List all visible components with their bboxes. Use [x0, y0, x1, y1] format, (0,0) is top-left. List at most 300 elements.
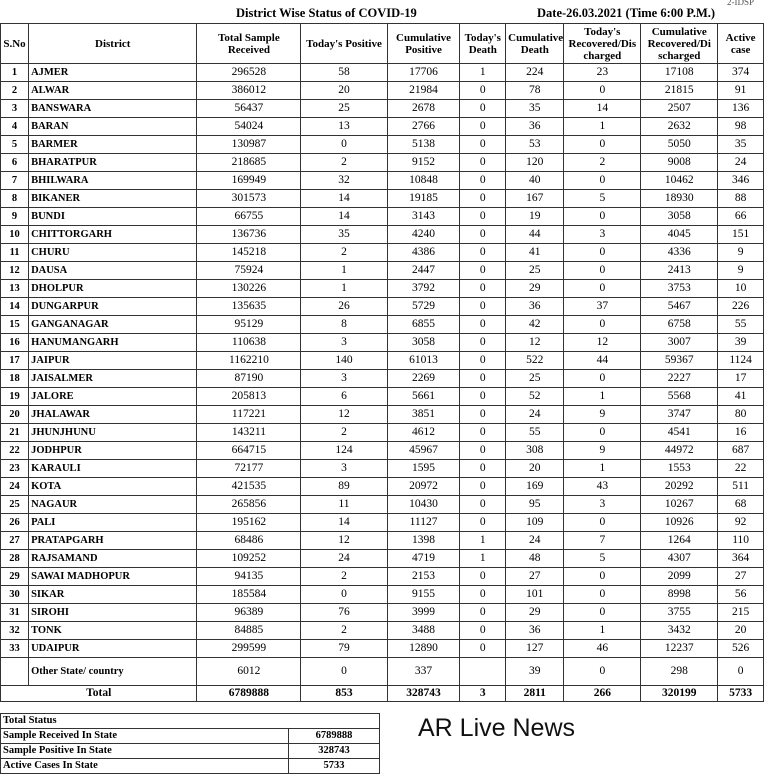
cell-total-sample: 84885 — [197, 622, 301, 640]
cell-sno: 6 — [1, 154, 29, 172]
cell-cumulative-recovered: 3058 — [641, 208, 718, 226]
cell-todays-death: 0 — [460, 280, 506, 298]
cell-todays-death: 0 — [460, 334, 506, 352]
cell-cumulative-recovered: 20292 — [641, 478, 718, 496]
cell-district: DAUSA — [29, 262, 197, 280]
cell-cumulative-death: 167 — [506, 190, 564, 208]
cell-district: BARAN — [29, 118, 197, 136]
cell-cumulative-positive: 9152 — [387, 154, 460, 172]
table-row — [1, 424, 764, 442]
cell-cumulative-recovered: 17108 — [641, 64, 718, 82]
cell-todays-death — [460, 658, 506, 686]
cell-total-sample: 145218 — [197, 244, 301, 262]
cell-total-sample: 68486 — [197, 532, 301, 550]
cell-todays-positive: 12 — [301, 406, 387, 424]
cell-todays-death: 0 — [460, 226, 506, 244]
cell-cumulative-positive: 2447 — [387, 262, 460, 280]
cell-sno: 27 — [1, 532, 29, 550]
cell-todays-death: 0 — [460, 244, 506, 262]
cell-todays-positive: 6 — [301, 388, 387, 406]
cell-total-sample: 664715 — [197, 442, 301, 460]
cell-active-case: 22 — [718, 460, 764, 478]
cell-cumulative-positive: 5661 — [387, 388, 460, 406]
cell-cumulative-death: 224 — [506, 64, 564, 82]
status-heading-row — [1, 714, 380, 729]
cell-todays-recovered: 0 — [564, 604, 641, 622]
cell-total-sample: 169949 — [197, 172, 301, 190]
cell-total-sample: 136736 — [197, 226, 301, 244]
cell-cumulative-death: 27 — [506, 568, 564, 586]
cell-cumulative-recovered: 10926 — [641, 514, 718, 532]
cell-todays-death: 0 — [460, 388, 506, 406]
cell-cumulative-recovered: 5467 — [641, 298, 718, 316]
cell-cumulative-recovered: 3753 — [641, 280, 718, 298]
cell-district: JHUNJHUNU — [29, 424, 197, 442]
cell-todays-death: 0 — [460, 568, 506, 586]
status-value: 328743 — [289, 744, 380, 759]
table-row — [1, 550, 764, 568]
cell-todays-recovered: 5 — [564, 550, 641, 568]
table-row — [1, 100, 764, 118]
table-row — [1, 532, 764, 550]
status-label: Sample Received In State — [1, 729, 289, 744]
cell-active-case: 66 — [718, 208, 764, 226]
cell-todays-positive: 8 — [301, 316, 387, 334]
cell-cumulative-positive: 3058 — [387, 334, 460, 352]
cell-todays-recovered: 46 — [564, 640, 641, 658]
cell-todays-positive: 2 — [301, 424, 387, 442]
table-row-total — [1, 686, 764, 702]
cell-total-sample: 130987 — [197, 136, 301, 154]
cell-todays-recovered: 12 — [564, 334, 641, 352]
cell-cumulative-positive: 4612 — [387, 424, 460, 442]
cell-cumulative-recovered: 298 — [641, 658, 718, 686]
cell-todays-recovered: 0 — [564, 514, 641, 532]
cell-todays-recovered: 0 — [564, 568, 641, 586]
cell-cumulative-death: 41 — [506, 244, 564, 262]
watermark-text: AR Live News — [418, 714, 575, 742]
cell-cumulative-recovered: 8998 — [641, 586, 718, 604]
cell-todays-death: 0 — [460, 460, 506, 478]
cell-sno: 20 — [1, 406, 29, 424]
cell-total-sample: 205813 — [197, 388, 301, 406]
cell-sno: 2 — [1, 82, 29, 100]
cell-active-case: 41 — [718, 388, 764, 406]
cell-todays-death: 1 — [460, 550, 506, 568]
cell-cumulative-death: 55 — [506, 424, 564, 442]
header-todays-positive: Today's Positive — [301, 24, 387, 64]
cell-cumulative-positive: 11127 — [387, 514, 460, 532]
cell-active-case: 80 — [718, 406, 764, 424]
cell-active-case: 511 — [718, 478, 764, 496]
cell-todays-positive: 20 — [301, 82, 387, 100]
cell-sno: 29 — [1, 568, 29, 586]
cell-todays-recovered: 5 — [564, 190, 641, 208]
cell-district: Other State/ country — [29, 658, 197, 686]
cell-total-label: Total — [1, 686, 197, 702]
cell-cumulative-death: 25 — [506, 370, 564, 388]
cell-todays-death: 0 — [460, 352, 506, 370]
table-row — [1, 478, 764, 496]
cell-todays-positive: 79 — [301, 640, 387, 658]
table-row — [1, 208, 764, 226]
cell-active-case: 346 — [718, 172, 764, 190]
cell-todays-positive: 11 — [301, 496, 387, 514]
cell-cumulative-recovered: 5568 — [641, 388, 718, 406]
cell-district: SIROHI — [29, 604, 197, 622]
cell-cumulative-recovered: 9008 — [641, 154, 718, 172]
cell-todays-death: 0 — [460, 496, 506, 514]
cell-sno: 17 — [1, 352, 29, 370]
cell-sno: 5 — [1, 136, 29, 154]
header-cumulative-recovered: Cumulative Recovered/Di scharged — [641, 24, 718, 64]
table-row — [1, 370, 764, 388]
cell-district: GANGANAGAR — [29, 316, 197, 334]
cell-district: BANSWARA — [29, 100, 197, 118]
cell-sno: 3 — [1, 100, 29, 118]
status-label: Active Cases In State — [1, 759, 289, 774]
cell-cumulative-positive: 5729 — [387, 298, 460, 316]
cell-cumulative-recovered: 2632 — [641, 118, 718, 136]
cell-todays-positive: 3 — [301, 334, 387, 352]
status-row — [1, 759, 380, 774]
cell-todays-recovered: 3 — [564, 496, 641, 514]
cell-sno: 14 — [1, 298, 29, 316]
table-row — [1, 298, 764, 316]
cell-sno: 18 — [1, 370, 29, 388]
cell-todays-death: 0 — [460, 370, 506, 388]
cell-todays-positive: 13 — [301, 118, 387, 136]
cell-district: KARAULI — [29, 460, 197, 478]
cell-active-case: 20 — [718, 622, 764, 640]
cell-sno: 16 — [1, 334, 29, 352]
cell-todays-death: 0 — [460, 514, 506, 532]
cell-district: BUNDI — [29, 208, 197, 226]
cell-sno: 26 — [1, 514, 29, 532]
cell-cumulative-death: 169 — [506, 478, 564, 496]
cell-cumulative-positive: 3143 — [387, 208, 460, 226]
cell-todays-death: 0 — [460, 406, 506, 424]
table-row — [1, 622, 764, 640]
cell-cumulative-positive: 2766 — [387, 118, 460, 136]
cell-cumulative-death: 20 — [506, 460, 564, 478]
cell-district: BHARATPUR — [29, 154, 197, 172]
cell-active-case: 24 — [718, 154, 764, 172]
cell-total-sample: 218685 — [197, 154, 301, 172]
cell-total-todays-death: 3 — [460, 686, 506, 702]
cell-district: BHILWARA — [29, 172, 197, 190]
cell-cumulative-death: 19 — [506, 208, 564, 226]
table-row — [1, 352, 764, 370]
cell-district: PRATAPGARH — [29, 532, 197, 550]
cell-cumulative-positive: 2269 — [387, 370, 460, 388]
table-row — [1, 262, 764, 280]
cell-todays-positive: 1 — [301, 280, 387, 298]
cell-sno: 10 — [1, 226, 29, 244]
cell-sno: 31 — [1, 604, 29, 622]
cell-todays-death: 1 — [460, 532, 506, 550]
header-todays-recovered: Today's Recovered/Dis charged — [564, 24, 641, 64]
cell-todays-recovered: 7 — [564, 532, 641, 550]
cell-district: CHURU — [29, 244, 197, 262]
cell-todays-positive: 35 — [301, 226, 387, 244]
cell-todays-positive: 3 — [301, 370, 387, 388]
cell-sno: 13 — [1, 280, 29, 298]
cell-cumulative-positive: 61013 — [387, 352, 460, 370]
table-row — [1, 136, 764, 154]
table-row — [1, 118, 764, 136]
cell-district: RAJSAMAND — [29, 550, 197, 568]
status-row — [1, 729, 380, 744]
cell-cumulative-death: 127 — [506, 640, 564, 658]
cell-todays-recovered: 0 — [564, 262, 641, 280]
cell-total-sample: 109252 — [197, 550, 301, 568]
cell-todays-death: 0 — [460, 478, 506, 496]
cell-active-case: 0 — [718, 658, 764, 686]
cell-todays-positive: 24 — [301, 550, 387, 568]
cell-cumulative-recovered: 4541 — [641, 424, 718, 442]
cell-district: JODHPUR — [29, 442, 197, 460]
table-row — [1, 460, 764, 478]
table-row — [1, 514, 764, 532]
cell-cumulative-death: 39 — [506, 658, 564, 686]
cell-todays-positive: 12 — [301, 532, 387, 550]
cell-todays-recovered: 43 — [564, 478, 641, 496]
cell-total-sample: 117221 — [197, 406, 301, 424]
cell-district: JALORE — [29, 388, 197, 406]
cell-sno: 11 — [1, 244, 29, 262]
cell-sno: 21 — [1, 424, 29, 442]
cell-total-todays-recovered: 266 — [564, 686, 641, 702]
cell-sno: 9 — [1, 208, 29, 226]
cell-cumulative-recovered: 10267 — [641, 496, 718, 514]
cell-cumulative-recovered: 6758 — [641, 316, 718, 334]
status-value: 6789888 — [289, 729, 380, 744]
cell-total-sample: 66755 — [197, 208, 301, 226]
table-row — [1, 496, 764, 514]
cell-todays-recovered: 0 — [564, 424, 641, 442]
cell-todays-recovered: 0 — [564, 244, 641, 262]
report-date: Date-26.03.2021 (Time 6:00 P.M.) — [537, 6, 716, 20]
cell-district: TONK — [29, 622, 197, 640]
cell-active-case: 56 — [718, 586, 764, 604]
cell-cumulative-recovered: 12237 — [641, 640, 718, 658]
cell-todays-recovered: 0 — [564, 172, 641, 190]
cell-cumulative-positive: 337 — [387, 658, 460, 686]
cell-total-sample: 421535 — [197, 478, 301, 496]
cell-cumulative-recovered: 3007 — [641, 334, 718, 352]
cell-total-sample: 185584 — [197, 586, 301, 604]
table-row — [1, 172, 764, 190]
cell-district: PALI — [29, 514, 197, 532]
cell-sno: 19 — [1, 388, 29, 406]
cell-todays-positive: 0 — [301, 658, 387, 686]
cell-cumulative-recovered: 59367 — [641, 352, 718, 370]
cell-cumulative-positive: 10430 — [387, 496, 460, 514]
cell-todays-death: 0 — [460, 136, 506, 154]
status-value: 5733 — [289, 759, 380, 774]
cell-cumulative-death: 120 — [506, 154, 564, 172]
cell-district: SIKAR — [29, 586, 197, 604]
cell-total-sample: 75924 — [197, 262, 301, 280]
header-sno: S.No — [1, 24, 29, 64]
cell-todays-recovered: 0 — [564, 136, 641, 154]
cell-sno: 4 — [1, 118, 29, 136]
cell-todays-death: 0 — [460, 316, 506, 334]
cell-cumulative-death: 12 — [506, 334, 564, 352]
cell-todays-death: 0 — [460, 118, 506, 136]
cell-total-sample: 87190 — [197, 370, 301, 388]
cell-todays-recovered: 0 — [564, 280, 641, 298]
cell-sno: 1 — [1, 64, 29, 82]
cell-district: JAIPUR — [29, 352, 197, 370]
cell-cumulative-positive: 12890 — [387, 640, 460, 658]
cell-district: JAISALMER — [29, 370, 197, 388]
cell-cumulative-positive: 21984 — [387, 82, 460, 100]
cell-todays-death: 0 — [460, 604, 506, 622]
cell-cumulative-positive: 2678 — [387, 100, 460, 118]
cell-todays-death: 0 — [460, 298, 506, 316]
cell-cumulative-death: 29 — [506, 280, 564, 298]
cell-total-sample: 386012 — [197, 82, 301, 100]
cell-active-case: 151 — [718, 226, 764, 244]
cell-todays-recovered: 1 — [564, 388, 641, 406]
cell-todays-death: 0 — [460, 424, 506, 442]
cell-cumulative-positive: 5138 — [387, 136, 460, 154]
table-row — [1, 154, 764, 172]
cell-active-case: 35 — [718, 136, 764, 154]
cell-district: DUNGARPUR — [29, 298, 197, 316]
cell-cumulative-recovered: 4336 — [641, 244, 718, 262]
table-row — [1, 316, 764, 334]
cell-sno: 33 — [1, 640, 29, 658]
cell-district: NAGAUR — [29, 496, 197, 514]
cell-todays-recovered: 0 — [564, 208, 641, 226]
cell-cumulative-positive: 4240 — [387, 226, 460, 244]
cell-todays-death: 0 — [460, 586, 506, 604]
status-label: Sample Positive In State — [1, 744, 289, 759]
cell-todays-positive: 76 — [301, 604, 387, 622]
header-todays-death: Today's Death — [460, 24, 506, 64]
cell-cumulative-recovered: 10462 — [641, 172, 718, 190]
cell-todays-death: 0 — [460, 208, 506, 226]
status-row — [1, 744, 380, 759]
cell-cumulative-death: 48 — [506, 550, 564, 568]
cell-active-case: 55 — [718, 316, 764, 334]
table-row — [1, 64, 764, 82]
cell-total-sample: 296528 — [197, 64, 301, 82]
cell-cumulative-death: 24 — [506, 406, 564, 424]
cell-total-sample: 54024 — [197, 118, 301, 136]
cell-todays-death: 1 — [460, 64, 506, 82]
cell-active-case: 374 — [718, 64, 764, 82]
cell-cumulative-positive: 17706 — [387, 64, 460, 82]
cell-todays-positive: 14 — [301, 208, 387, 226]
cell-sno: 30 — [1, 586, 29, 604]
cell-active-case: 92 — [718, 514, 764, 532]
cell-cumulative-death: 308 — [506, 442, 564, 460]
cell-total-sample: 301573 — [197, 190, 301, 208]
cell-cumulative-death: 36 — [506, 298, 564, 316]
header-cumulative-death: Cumulative Death — [506, 24, 564, 64]
cell-cumulative-positive: 6855 — [387, 316, 460, 334]
cell-district: SAWAI MADHOPUR — [29, 568, 197, 586]
cell-todays-recovered: 23 — [564, 64, 641, 82]
document-code: 2-IDSP — [726, 0, 754, 7]
cell-cumulative-recovered: 18930 — [641, 190, 718, 208]
cell-active-case: 110 — [718, 532, 764, 550]
cell-cumulative-death: 36 — [506, 622, 564, 640]
cell-cumulative-positive: 4386 — [387, 244, 460, 262]
cell-total-sample: 130226 — [197, 280, 301, 298]
cell-cumulative-death: 44 — [506, 226, 564, 244]
cell-cumulative-death: 522 — [506, 352, 564, 370]
cell-cumulative-death: 52 — [506, 388, 564, 406]
table-row — [1, 604, 764, 622]
cell-total-sample: 56437 — [197, 100, 301, 118]
cell-total-sample: 143211 — [197, 424, 301, 442]
status-heading: Total Status — [1, 714, 380, 729]
cell-total-sample: 265856 — [197, 496, 301, 514]
cell-sno: 8 — [1, 190, 29, 208]
cell-todays-death: 0 — [460, 100, 506, 118]
cell-todays-recovered: 37 — [564, 298, 641, 316]
cell-sno: 32 — [1, 622, 29, 640]
cell-sno — [1, 658, 29, 686]
cell-todays-positive: 14 — [301, 190, 387, 208]
cell-district: ALWAR — [29, 82, 197, 100]
table-row — [1, 586, 764, 604]
district-status-table — [0, 23, 764, 702]
table-row — [1, 190, 764, 208]
cell-cumulative-death: 78 — [506, 82, 564, 100]
table-row-other-state — [1, 658, 764, 686]
cell-sno: 12 — [1, 262, 29, 280]
cell-cumulative-death: 42 — [506, 316, 564, 334]
cell-todays-death: 0 — [460, 190, 506, 208]
cell-cumulative-recovered: 4045 — [641, 226, 718, 244]
header-district: District — [29, 24, 197, 64]
cell-todays-death: 0 — [460, 640, 506, 658]
cell-todays-positive: 124 — [301, 442, 387, 460]
cell-sno: 23 — [1, 460, 29, 478]
cell-cumulative-death: 24 — [506, 532, 564, 550]
cell-todays-recovered: 0 — [564, 658, 641, 686]
table-row — [1, 244, 764, 262]
cell-cumulative-recovered: 2099 — [641, 568, 718, 586]
cell-todays-death: 0 — [460, 82, 506, 100]
cell-cumulative-death: 53 — [506, 136, 564, 154]
cell-todays-positive: 2 — [301, 568, 387, 586]
header-cumulative-positive: Cumulative Positive — [387, 24, 460, 64]
cell-cumulative-death: 40 — [506, 172, 564, 190]
cell-district: JHALAWAR — [29, 406, 197, 424]
cell-todays-recovered: 1 — [564, 460, 641, 478]
cell-todays-positive: 32 — [301, 172, 387, 190]
cell-cumulative-positive: 3792 — [387, 280, 460, 298]
cell-cumulative-death: 101 — [506, 586, 564, 604]
cell-todays-positive: 58 — [301, 64, 387, 82]
cell-total-sample: 94135 — [197, 568, 301, 586]
cell-todays-death: 0 — [460, 262, 506, 280]
cell-cumulative-recovered: 4307 — [641, 550, 718, 568]
cell-sno: 7 — [1, 172, 29, 190]
cell-active-case: 215 — [718, 604, 764, 622]
cell-total-sample: 110638 — [197, 334, 301, 352]
cell-todays-recovered: 0 — [564, 82, 641, 100]
cell-cumulative-positive: 3851 — [387, 406, 460, 424]
cell-cumulative-positive: 4719 — [387, 550, 460, 568]
